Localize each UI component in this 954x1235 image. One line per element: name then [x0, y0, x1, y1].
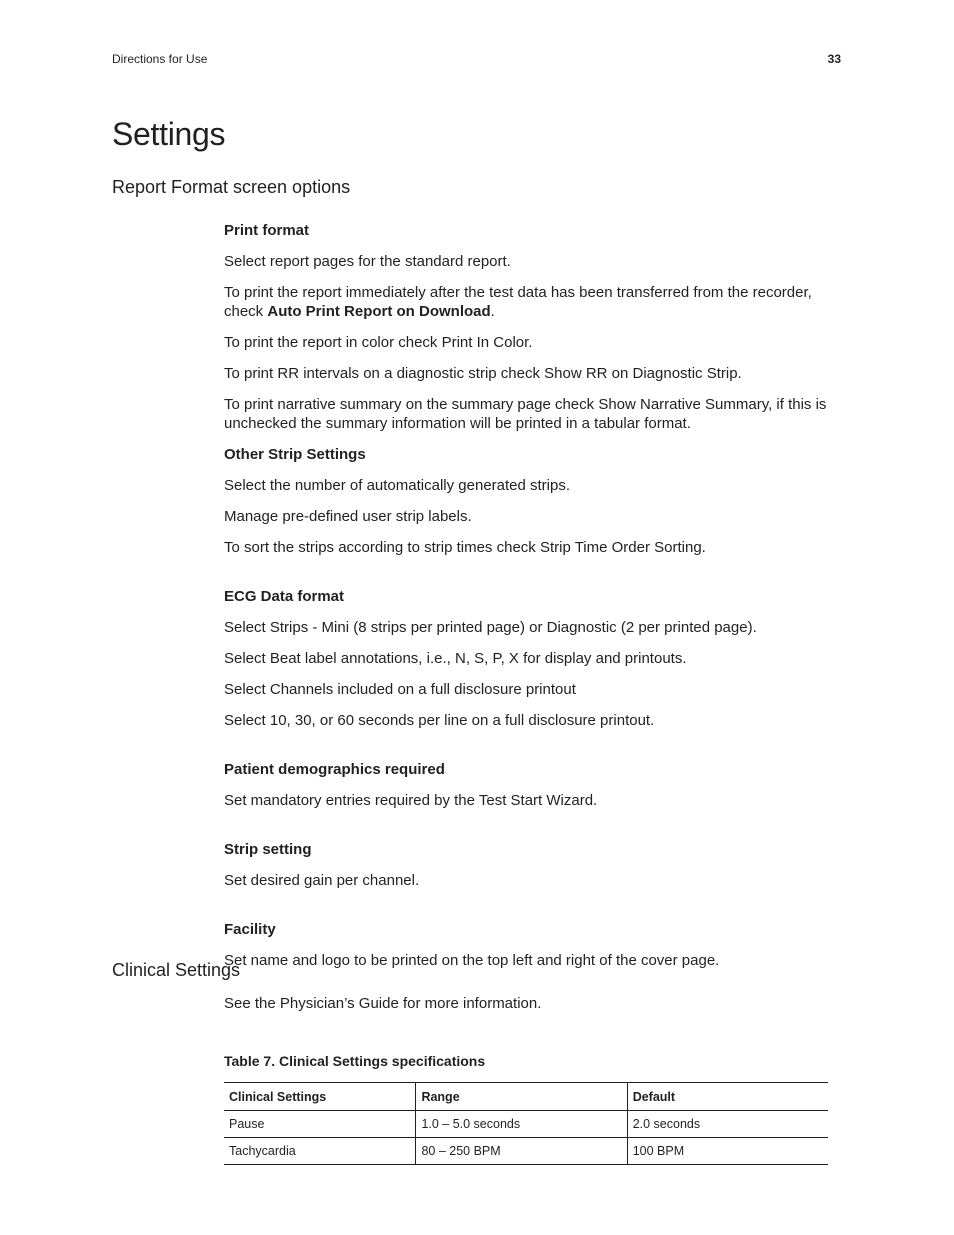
paragraph-text: .: [490, 303, 495, 320]
paragraph: Select Strips - Mini (8 strips per printed page) or Diagnostic (2 per printed page).: [224, 619, 757, 636]
table-cell: 1.0 – 5.0 seconds: [416, 1111, 627, 1138]
clinical-content: [224, 994, 841, 1013]
auto-print-option-name: Auto Print Report on Download: [267, 303, 491, 320]
paragraph: Select the number of automatically generated strips.: [224, 477, 571, 494]
header-doc-title: Directions for Use: [112, 52, 208, 66]
clinical-settings-table: [224, 1082, 828, 1165]
paragraph: Select Beat label annotations, i.e., N, S, P, X for display and printouts.: [224, 650, 687, 667]
subheading-strip-setting: Strip setting: [224, 841, 312, 858]
column-header: Clinical Settings: [224, 1083, 416, 1111]
table-row: [224, 1111, 828, 1138]
table-cell: Pause: [224, 1111, 416, 1138]
table-caption: Table 7. Clinical Settings specifications: [224, 1053, 486, 1069]
table-cell: 100 BPM: [627, 1138, 828, 1165]
subheading-print-format: Print format: [224, 222, 310, 239]
paragraph: Select 10, 30, or 60 seconds per line on a full disclosure printout.: [224, 712, 655, 729]
paragraph: Set desired gain per channel.: [224, 872, 420, 889]
paragraph: Select Channels included on a full disclosure printout: [224, 681, 576, 698]
paragraph: Manage pre-defined user strip labels.: [224, 508, 472, 525]
section-heading-clinical-settings: Clinical Settings: [112, 960, 241, 980]
page-title: Settings: [112, 116, 226, 152]
paragraph: Set name and logo to be printed on the top left and right of the cover page.: [224, 952, 720, 969]
running-header: [112, 52, 841, 70]
report-format-content: [224, 221, 841, 970]
table-cell: 80 – 250 BPM: [416, 1138, 627, 1165]
paragraph: See the Physician’s Guide for more information.: [224, 995, 542, 1012]
subheading-other-strip-settings: Other Strip Settings: [224, 446, 366, 463]
column-header: Default: [627, 1083, 828, 1111]
table-cell: 2.0 seconds: [627, 1111, 828, 1138]
subheading-facility: Facility: [224, 921, 276, 938]
page-number: 33: [827, 52, 841, 66]
subheading-ecg-data-format: ECG Data format: [224, 588, 345, 605]
column-header: Range: [416, 1083, 627, 1111]
paragraph: To print RR intervals on a diagnostic strip check Show RR on Diagnostic Strip.: [224, 365, 742, 382]
paragraph: To print narrative summary on the summary page check Show Narrative Summary, if this is unchecked the summary information will be printed in a tabular format.: [224, 396, 827, 432]
table-cell: Tachycardia: [224, 1138, 416, 1165]
subheading-patient-demographics: Patient demographics required: [224, 761, 445, 778]
paragraph-text: To print the report immediately after the test data has been transferred from the recorder, check: [224, 284, 812, 320]
paragraph: To print the report in color check Print In Color.: [224, 334, 533, 351]
paragraph: To sort the strips according to strip times check Strip Time Order Sorting.: [224, 539, 706, 556]
paragraph: Select report pages for the standard report.: [224, 253, 511, 270]
paragraph-auto-print: [224, 283, 841, 321]
table-header-row: [224, 1083, 828, 1111]
paragraph: Set mandatory entries required by the Test Start Wizard.: [224, 792, 598, 809]
section-heading-report-format: Report Format screen options: [112, 177, 351, 197]
table-row: [224, 1138, 828, 1165]
